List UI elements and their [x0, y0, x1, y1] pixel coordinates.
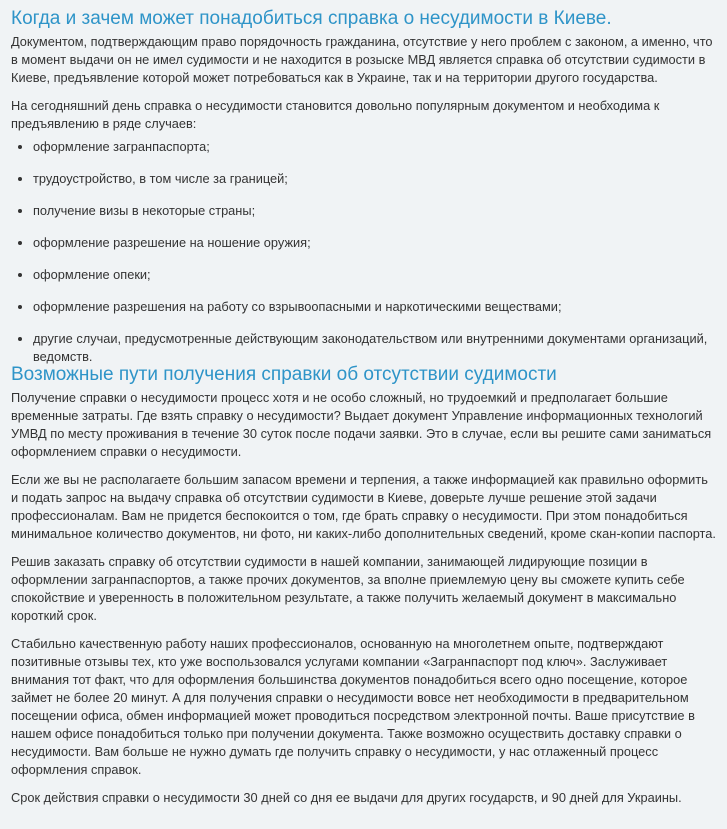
- list-item-text: оформление разрешение на ношение оружия;: [33, 235, 311, 250]
- list-item: [18, 330, 717, 366]
- paragraph: Решив заказать справку об отсутствии судимости в нашей компании, занимающей лидирующие позиции в оформлении загранпаспортов, а также прочих документов, за вполне приемлемую цену вы сможете купить себе спокойствие и уверенность в положительном результате, а также получить желаемый документ в максимально короткий срок.: [11, 554, 685, 623]
- paragraph: Срок действия справки о несудимости 30 дней со дня ее выдачи для других государств, и 90 дней для Украины.: [11, 790, 682, 805]
- paragraph: Если же вы не располагаете большим запасом времени и терпения, а также информацией как правильно оформить и подать запрос на выдачу справка об отсутствии судимости в Киеве, доверьте лучше решение этой задачи профессионалам. Вам не придется беспокоится о том, где брать справку о несудимости. При этом понадобиться минимальное количество документов, ни фото, ни каких-либо дополнительных сведений, кроме скан-копии паспорта.: [11, 472, 716, 541]
- section-heading-ways: Возможные пути получения справки об отсутствии судимости: [11, 364, 557, 385]
- list-item: [18, 202, 717, 220]
- list-item: [18, 266, 717, 284]
- list-item: [18, 298, 717, 316]
- list-item-text: оформление опеки;: [33, 267, 151, 282]
- paragraph: Документом, подтверждающим право порядочность гражданина, отсутствие у него проблем с законом, а именно, что в момент выдачи он не имел судимости и не находится в розыске МВД является справка об отсутствии судимости в Киеве, предъявление которой может потребоваться как в Украине, так и на территории другого государства.: [11, 34, 713, 85]
- list-item-text: оформление загранпаспорта;: [33, 139, 210, 154]
- list-item: [18, 138, 717, 156]
- list-item: [18, 234, 717, 252]
- bullet-icon: [18, 177, 22, 181]
- bullet-icon: [18, 337, 22, 341]
- list-item: [18, 170, 717, 188]
- list-item-text: оформление разрешения на работу со взрывоопасными и наркотическими веществами;: [33, 299, 562, 314]
- bullet-icon: [18, 241, 22, 245]
- list-item-text: получение визы в некоторые страны;: [33, 203, 256, 218]
- bullet-icon: [18, 273, 22, 277]
- list-item-text: другие случаи, предусмотренные действующим законодательством или внутренними документами организаций, ведомств.: [33, 331, 708, 364]
- bullet-icon: [18, 209, 22, 213]
- list-item-text: трудоустройство, в том числе за границей;: [33, 171, 288, 186]
- bullet-icon: [18, 305, 22, 309]
- paragraph: На сегодняшний день справка о несудимости становится довольно популярным документом и необходима к предъявлению в ряде случаев:: [11, 98, 660, 131]
- section-heading-when-needed: Когда и зачем может понадобиться справка о несудимости в Киеве.: [11, 8, 612, 29]
- paragraph: Получение справки о несудимости процесс хотя и не особо сложный, но трудоемкий и предполагает большие временные затраты. Где взять справку о несудимости? Выдает документ Управление информационных технологий УМВД по месту проживания в течение 30 суток после подачи заявки. Это в случае, если вы решите сами заниматься оформлением справки о несудимости.: [11, 390, 712, 459]
- paragraph: Стабильно качественную работу наших профессионалов, основанную на многолетнем опыте, подтверждают позитивные отзывы тех, кто уже воспользовался услугами компании «Загранпаспорт под ключ». Заслуживает внимания тот факт, что для оформления большинства документов понадобиться всего одно посещение, которое займет не более 20 минут. А для получения справки о несудимости вовсе нет необходимости в предварительном посещении офиса, обмен информацией может проводиться посредством электронной почты. Ваше присутствие в нашем офисе понадобиться только при получении документа. Также возможно осуществить доставку справки о несудимости. Вам больше не нужно думать где получить справку о несудимости, у нас отлаженный процесс оформления справок.: [11, 636, 695, 777]
- bullet-icon: [18, 145, 22, 149]
- cases-list: [11, 138, 717, 366]
